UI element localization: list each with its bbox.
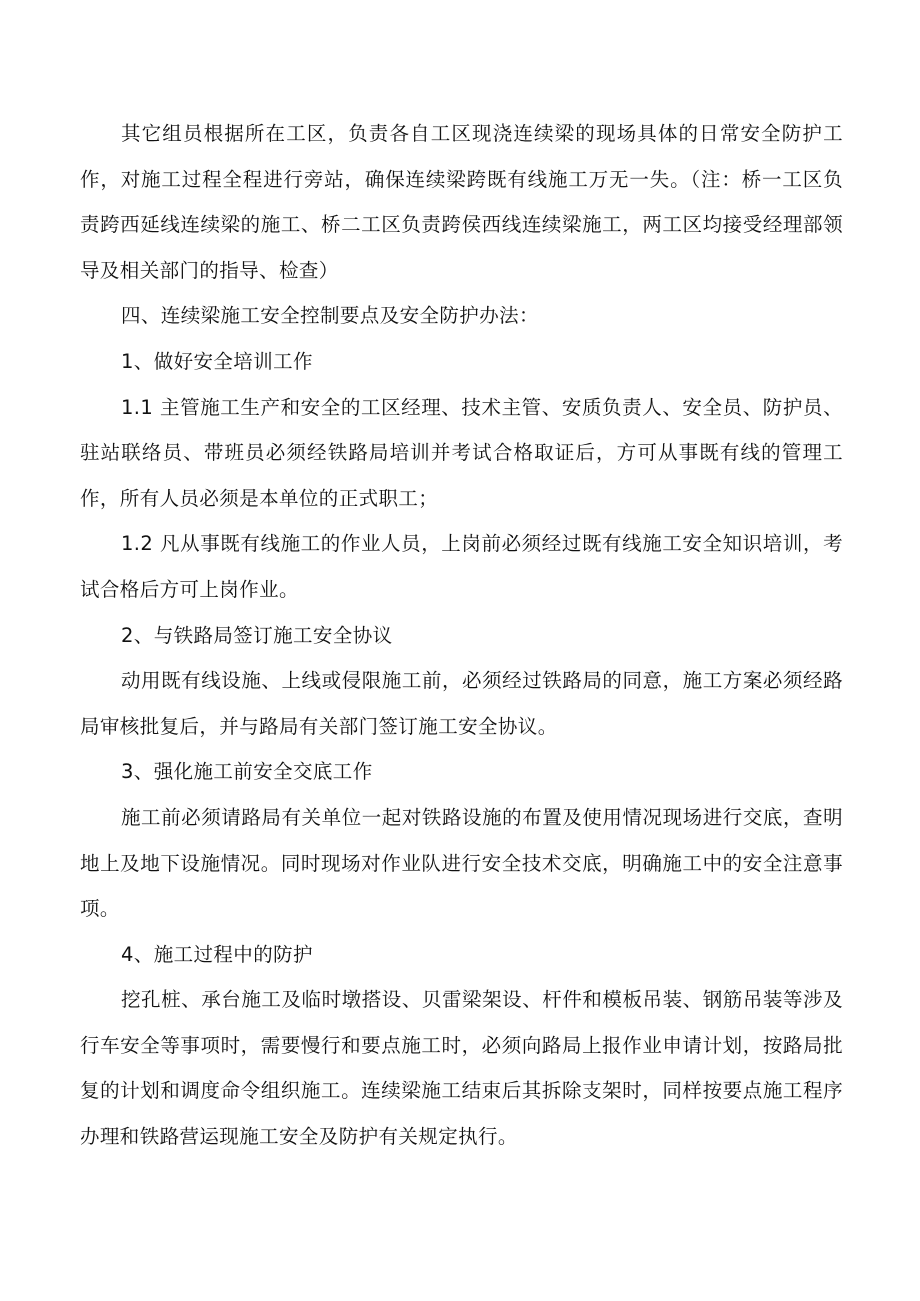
- paragraph-1-1: 1.1 主管施工生产和安全的工区经理、技术主管、安质负责人、安全员、防护员、驻站联络员、带班员必须经铁路局培训并考试合格取证后，方可从事既有线的管理工作，所有人员必须是本单位的正式职工；: [80, 395, 843, 510]
- document-body: [80, 111, 843, 1160]
- paragraph-protection: 挖孔桩、承台施工及临时墩搭设、贝雷梁架设、杆件和模板吊装、钢筋吊装等涉及行车安全等事项时，需要慢行和要点施工时，必须向路局上报作业申请计划，按路局批复的计划和调度命令组织施工。连续梁施工结束后其拆除支架时，同样按要点施工程序办理和铁路营运现施工安全及防护有关规定执行。: [80, 988, 843, 1149]
- paragraph-team-duties: 其它组员根据所在工区，负责各自工区现浇连续梁的现场具体的日常安全防护工作，对施工过程全程进行旁站，确保连续梁跨既有线施工万无一失。（注：桥一工区负责跨西延线连续梁的施工、桥二工区负责跨侯西线连续梁施工，两工区均接受经理部领导及相关部门的指导、检查）: [80, 122, 843, 282]
- paragraph-agreement: 动用既有线设施、上线或侵限施工前，必须经过铁路局的同意，施工方案必须经路局审核批复后，并与路局有关部门签订施工安全协议。: [80, 669, 843, 738]
- paragraph-briefing: 施工前必须请路局有关单位一起对铁路设施的布置及使用情况现场进行交底，查明地上及地下设施情况。同时现场对作业队进行安全技术交底，明确施工中的安全注意事项。: [80, 805, 843, 921]
- subheading-2-agreement: 2、与铁路局签订施工安全协议: [121, 623, 393, 647]
- subheading-1-training: 1、做好安全培训工作: [121, 349, 313, 373]
- paragraph-1-2: 1.2 凡从事既有线施工的作业人员，上岗前必须经过既有线施工安全知识培训，考试合格后方可上岗作业。: [80, 532, 843, 601]
- subheading-4-protection: 4、施工过程中的防护: [121, 942, 313, 966]
- subheading-3-briefing: 3、强化施工前安全交底工作: [121, 760, 373, 784]
- section-heading-4: 四、连续梁施工安全控制要点及安全防护办法：: [121, 304, 539, 328]
